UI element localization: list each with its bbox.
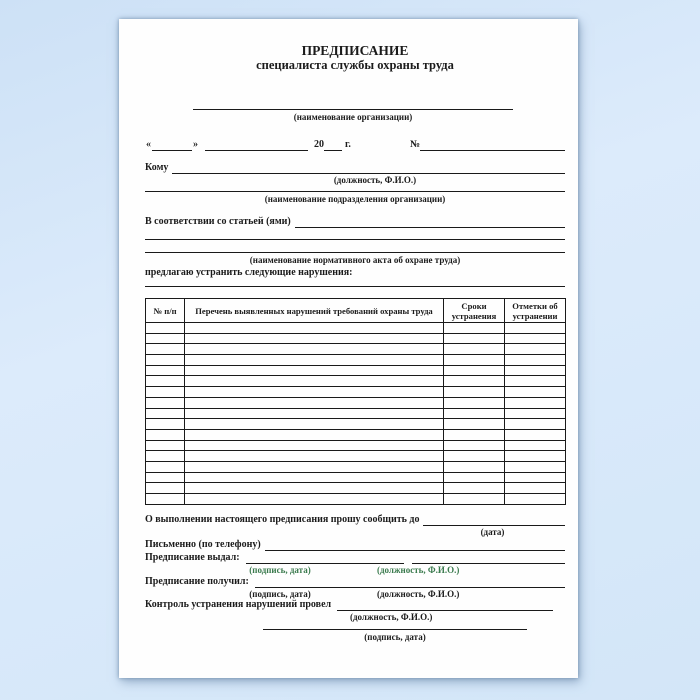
received-label: Предписание получил: bbox=[145, 575, 249, 587]
control-sign-blank-line bbox=[263, 629, 527, 630]
year-prefix: 20 bbox=[314, 139, 324, 150]
table-empty-cell bbox=[185, 429, 444, 440]
received-position-caption: (должность, Ф.И.О.) bbox=[377, 588, 460, 599]
table-empty-row bbox=[146, 397, 566, 408]
table-empty-cell bbox=[505, 472, 566, 483]
issued-captions-row bbox=[145, 565, 565, 575]
table-empty-cell bbox=[146, 355, 185, 366]
control-position-caption: (должность, Ф.И.О.) bbox=[350, 611, 433, 622]
table-empty-cell bbox=[185, 461, 444, 472]
issued-label: Предписание выдал: bbox=[145, 551, 240, 563]
table-empty-cell bbox=[505, 408, 566, 419]
table-empty-cell bbox=[444, 344, 505, 355]
table-empty-row bbox=[146, 344, 566, 355]
year-suffix: г. bbox=[345, 139, 351, 150]
table-empty-cell bbox=[505, 344, 566, 355]
document-paper bbox=[119, 19, 578, 678]
table-empty-cell bbox=[185, 483, 444, 494]
table-empty-cell bbox=[505, 419, 566, 430]
table-empty-cell bbox=[146, 344, 185, 355]
issued-sign-caption: (подпись, дата) bbox=[249, 564, 311, 575]
table-empty-row bbox=[146, 323, 566, 334]
table-empty-cell bbox=[444, 376, 505, 387]
table-empty-cell bbox=[505, 429, 566, 440]
form-title: ПРЕДПИСАНИЕ bbox=[301, 43, 409, 58]
table-empty-cell bbox=[505, 451, 566, 462]
table-empty-cell bbox=[444, 323, 505, 334]
issued-position-caption: (должность, Ф.И.О.) bbox=[377, 564, 460, 575]
table-empty-cell bbox=[444, 408, 505, 419]
close-quote: » bbox=[193, 139, 198, 150]
article-row bbox=[145, 216, 565, 228]
table-empty-cell bbox=[444, 440, 505, 451]
table-empty-row bbox=[146, 355, 566, 366]
control-sign-caption: (подпись, дата) bbox=[364, 631, 426, 642]
table-empty-row bbox=[146, 387, 566, 398]
table-empty-row bbox=[146, 483, 566, 494]
open-quote: « bbox=[146, 139, 151, 150]
issued-position-blank-line bbox=[412, 553, 565, 564]
received-sign-caption: (подпись, дата) bbox=[249, 588, 311, 599]
table-empty-row bbox=[146, 429, 566, 440]
control-blank-line bbox=[337, 600, 553, 611]
number-blank-line bbox=[420, 140, 565, 151]
form-footer bbox=[145, 514, 565, 642]
table-empty-cell bbox=[146, 419, 185, 430]
komu-label: Кому bbox=[145, 162, 169, 173]
table-empty-cell bbox=[444, 472, 505, 483]
table-empty-row bbox=[146, 333, 566, 344]
propose-blank-line bbox=[145, 286, 565, 287]
received-row bbox=[145, 576, 565, 588]
division-caption: (наименование подразделения организации) bbox=[264, 194, 446, 204]
table-empty-cell bbox=[185, 408, 444, 419]
table-empty-cell bbox=[185, 494, 444, 505]
received-blank-line bbox=[255, 577, 565, 588]
table-empty-cell bbox=[444, 387, 505, 398]
table-empty-row bbox=[146, 461, 566, 472]
article-label: В соответствии со статьей (ями) bbox=[145, 216, 291, 227]
violations-table-body bbox=[146, 323, 566, 505]
table-empty-cell bbox=[185, 440, 444, 451]
table-empty-cell bbox=[146, 376, 185, 387]
written-blank-line bbox=[265, 540, 565, 551]
day-blank-line bbox=[152, 140, 192, 151]
propose-label: предлагаю устранить следующие нарушения: bbox=[145, 267, 353, 278]
table-empty-cell bbox=[444, 355, 505, 366]
month-blank-line bbox=[205, 140, 308, 151]
table-empty-cell bbox=[146, 461, 185, 472]
table-empty-cell bbox=[146, 323, 185, 334]
table-empty-cell bbox=[444, 397, 505, 408]
act-blank-line-2 bbox=[145, 252, 565, 253]
table-empty-cell bbox=[505, 365, 566, 376]
komu-row bbox=[145, 162, 565, 174]
table-empty-cell bbox=[146, 451, 185, 462]
form-subtitle: специалиста службы охраны труда bbox=[256, 58, 454, 72]
table-empty-cell bbox=[146, 333, 185, 344]
table-empty-cell bbox=[505, 376, 566, 387]
date-number-row bbox=[145, 138, 565, 151]
table-empty-row bbox=[146, 451, 566, 462]
col-header-deadline: Сроки устранения bbox=[444, 299, 505, 323]
issued-row bbox=[145, 552, 565, 564]
organization-blank-line bbox=[193, 109, 513, 110]
number-sign: № bbox=[409, 139, 420, 150]
table-empty-cell bbox=[185, 355, 444, 366]
table-empty-cell bbox=[185, 376, 444, 387]
report-blank-line bbox=[423, 515, 565, 526]
table-empty-cell bbox=[505, 483, 566, 494]
table-empty-cell bbox=[146, 429, 185, 440]
col-header-violations: Перечень выявленных нарушений требований охраны труда bbox=[185, 299, 444, 323]
table-empty-cell bbox=[146, 483, 185, 494]
komu-blank-line bbox=[172, 163, 565, 174]
col-header-number: № п/п bbox=[146, 299, 185, 323]
table-empty-row bbox=[146, 376, 566, 387]
table-empty-row bbox=[146, 472, 566, 483]
control-row bbox=[145, 599, 565, 611]
table-empty-cell bbox=[185, 419, 444, 430]
form-content bbox=[145, 43, 565, 642]
received-captions-row bbox=[145, 589, 565, 599]
report-label: О выполнении настоящего предписания прошу сообщить до bbox=[145, 513, 420, 525]
table-empty-cell bbox=[146, 387, 185, 398]
table-empty-cell bbox=[505, 397, 566, 408]
table-empty-cell bbox=[505, 494, 566, 505]
table-empty-cell bbox=[185, 387, 444, 398]
table-empty-cell bbox=[444, 451, 505, 462]
table-empty-cell bbox=[185, 323, 444, 334]
table-empty-row bbox=[146, 365, 566, 376]
table-empty-cell bbox=[146, 494, 185, 505]
division-blank-line bbox=[145, 191, 565, 192]
act-blank-line-1 bbox=[145, 239, 565, 240]
table-empty-cell bbox=[505, 387, 566, 398]
violations-table bbox=[145, 298, 566, 505]
komu-caption: (должность, Ф.И.О.) bbox=[333, 175, 417, 185]
table-empty-cell bbox=[146, 365, 185, 376]
issued-sign-blank-line bbox=[246, 553, 404, 564]
table-empty-cell bbox=[185, 365, 444, 376]
table-empty-cell bbox=[444, 483, 505, 494]
table-empty-cell bbox=[185, 397, 444, 408]
written-row bbox=[145, 539, 565, 551]
violations-table-header-row bbox=[146, 299, 566, 323]
table-empty-cell bbox=[444, 494, 505, 505]
table-empty-cell bbox=[146, 472, 185, 483]
article-blank-line bbox=[295, 217, 565, 228]
table-empty-cell bbox=[146, 397, 185, 408]
act-caption: (наименование нормативного акта об охране труда) bbox=[249, 255, 461, 265]
table-empty-cell bbox=[185, 333, 444, 344]
table-empty-cell bbox=[146, 408, 185, 419]
year-blank-line bbox=[324, 140, 342, 151]
report-date-caption: (дата) bbox=[480, 526, 505, 537]
table-empty-cell bbox=[185, 472, 444, 483]
table-empty-cell bbox=[444, 429, 505, 440]
table-empty-cell bbox=[185, 451, 444, 462]
table-empty-cell bbox=[185, 344, 444, 355]
table-empty-cell bbox=[444, 419, 505, 430]
table-empty-cell bbox=[444, 461, 505, 472]
col-header-mark: Отметки об устранении bbox=[505, 299, 566, 323]
table-empty-row bbox=[146, 419, 566, 430]
table-empty-row bbox=[146, 494, 566, 505]
table-empty-cell bbox=[444, 333, 505, 344]
table-empty-row bbox=[146, 440, 566, 451]
table-empty-cell bbox=[505, 333, 566, 344]
report-row bbox=[145, 514, 565, 526]
table-empty-cell bbox=[505, 461, 566, 472]
table-empty-cell bbox=[505, 355, 566, 366]
control-label: Контроль устранения нарушений провел bbox=[145, 598, 332, 610]
table-empty-cell bbox=[505, 440, 566, 451]
organization-caption: (наименование организации) bbox=[293, 112, 413, 122]
table-empty-cell bbox=[146, 440, 185, 451]
table-empty-row bbox=[146, 408, 566, 419]
written-label: Письменно (по телефону) bbox=[145, 538, 261, 550]
table-empty-cell bbox=[444, 365, 505, 376]
table-empty-cell bbox=[505, 323, 566, 334]
